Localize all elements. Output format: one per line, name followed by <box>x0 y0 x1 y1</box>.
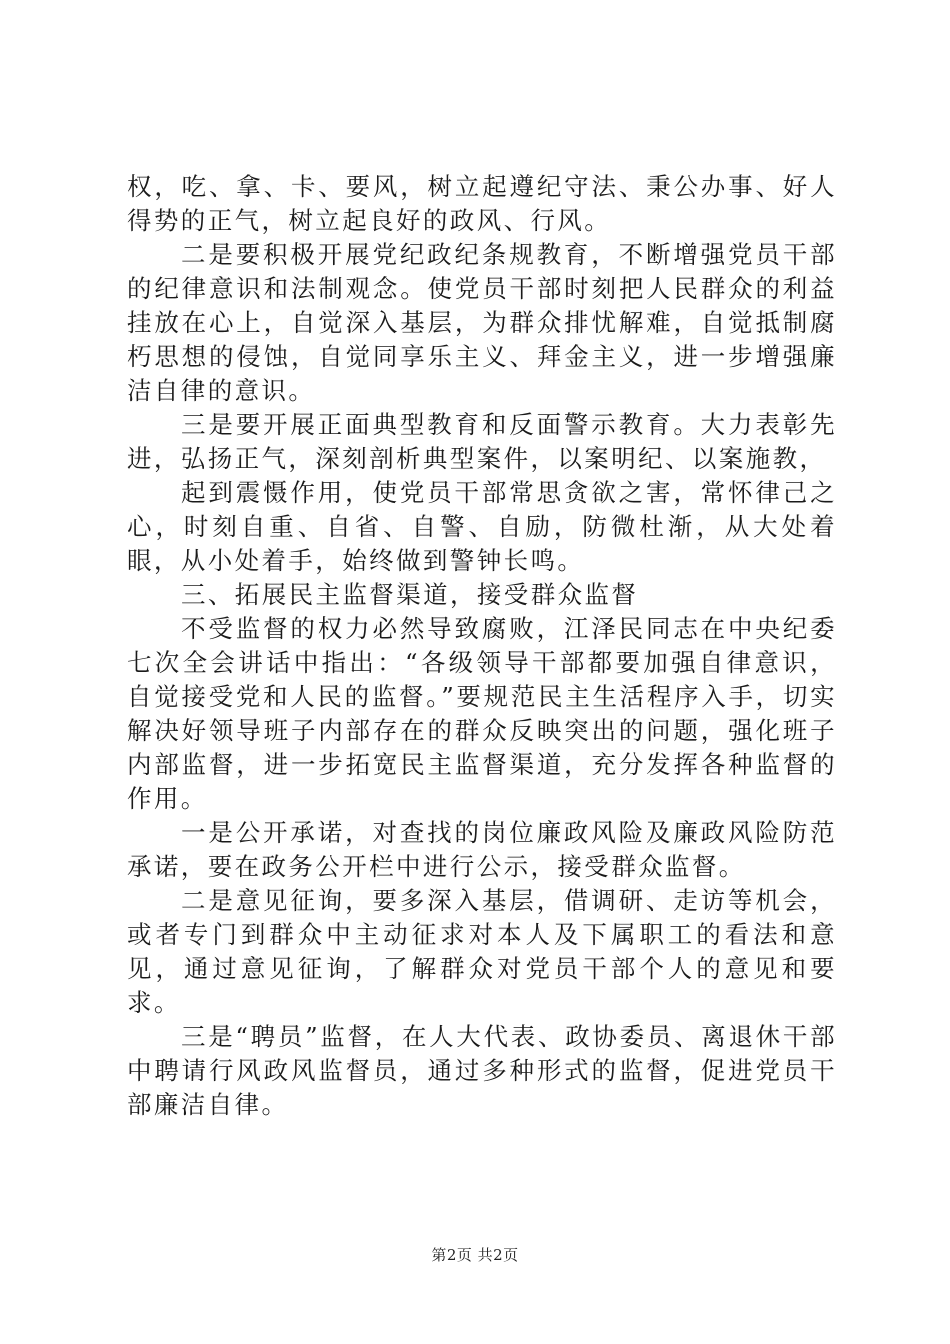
paragraph-1: 权，吃、拿、卡、要风，树立起遵纪守法、秉公办事、好人得势的正气，树立起良好的政风、行风。 <box>127 172 837 235</box>
page-footer: 第2页 共2页 <box>431 1246 519 1264</box>
paragraph-2: 二是要积极开展党纪政纪条规教育，不断增强党员干部的纪律意识和法制观念。使党员干部时刻把人民群众的利益挂放在心上，自觉深入基层，为群众排忧解难，自觉抵制腐朽思想的侵蚀，自觉同享乐主义、拜金主义，进一步增强廉洁自律的意识。 <box>127 240 837 405</box>
section-heading: 三、拓展民主监督渠道，接受群众监督 <box>181 580 639 609</box>
paragraph-3: 三是要开展正面典型教育和反面警示教育。大力表彰先进，弘扬正气，深刻剖析典型案件，以案明纪、以案施教， <box>127 410 837 473</box>
document-body <box>127 170 837 1122</box>
paragraph-9: 三是“聘员”监督，在人大代表、政协委员、离退休干部中聘请行风政风监督员，通过多种形式的监督，促进党员干部廉洁自律。 <box>127 1022 837 1119</box>
paragraph-4: 起到震慑作用，使党员干部常思贪欲之害，常怀律己之心，时刻自重、自省、自警、自励，防微杜渐，从大处着眼，从小处着手，始终做到警钟长鸣。 <box>127 478 837 575</box>
paragraph-7: 一是公开承诺，对查找的岗位廉政风险及廉政风险防范承诺，要在政务公开栏中进行公示，接受群众监督。 <box>127 818 837 881</box>
paragraph-8: 二是意见征询，要多深入基层，借调研、走访等机会，或者专门到群众中主动征求对本人及下属职工的看法和意见，通过意见征询，了解群众对党员干部个人的意见和要求。 <box>127 886 837 1017</box>
paragraph-6: 不受监督的权力必然导致腐败，江泽民同志在中央纪委七次全会讲话中指出：“各级领导干部都要加强自律意识，自觉接受党和人民的监督。”要规范民主生活程序入手，切实解决好领导班子内部存在的群众反映突出的问题，强化班子内部监督，进一步拓宽民主监督渠道，充分发挥各种监督的作用。 <box>127 614 837 813</box>
